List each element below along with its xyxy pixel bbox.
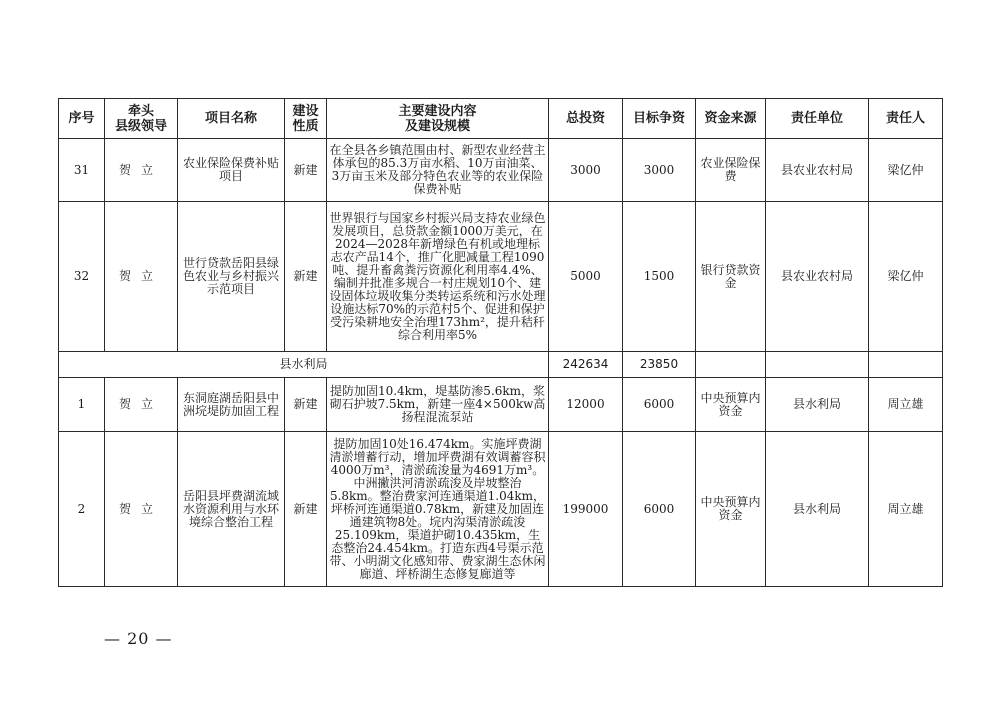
cell-person: 周立雄	[869, 432, 943, 587]
cell-content: 提防加固10处16.474km。实施坪费湖清淤增蓄行动，增加坪费湖有效调蓄容积4000万m³，清淤疏浚量为4691万m³。中洲撇洪河清淤疏浚及岸坡整治5.8km。整治费家河连通渠道1.04km，坪桥河连通渠道0.78km，新建及加固连通建筑物8处。垸内沟渠清淤疏浚25.109km，渠道护砌10.435km，生态整治24.454km。打造东西4号渠示范带、小明湖文化感知带、费家湖生态休闲廊道、坪桥湖生态修复廊道等	[327, 432, 549, 587]
header-nature: 建设 性质	[285, 99, 327, 139]
cell-leader: 贺立	[105, 432, 178, 587]
section-empty-person	[869, 352, 943, 378]
header-target: 目标争资	[623, 99, 696, 139]
cell-source: 中央预算内资金	[696, 432, 766, 587]
section-empty-unit	[766, 352, 869, 378]
cell-nature: 新建	[285, 378, 327, 432]
cell-total: 199000	[549, 432, 623, 587]
cell-seq: 31	[59, 139, 105, 202]
section-empty-source	[696, 352, 766, 378]
header-source: 资金来源	[696, 99, 766, 139]
cell-unit: 县水利局	[766, 378, 869, 432]
cell-nature: 新建	[285, 202, 327, 352]
header-name: 项目名称	[178, 99, 285, 139]
cell-name: 岳阳县坪费湖流域水资源利用与水环境综合整治工程	[178, 432, 285, 587]
cell-total: 3000	[549, 139, 623, 202]
table-header-row	[59, 99, 943, 139]
cell-person: 梁亿仲	[869, 139, 943, 202]
cell-leader: 贺立	[105, 378, 178, 432]
header-person: 责任人	[869, 99, 943, 139]
section-row	[59, 352, 943, 378]
section-title: 县水利局	[59, 352, 549, 378]
table-row	[59, 432, 943, 587]
project-table	[58, 98, 943, 587]
cell-target: 3000	[623, 139, 696, 202]
cell-total: 5000	[549, 202, 623, 352]
cell-unit: 县农业农村局	[766, 139, 869, 202]
header-unit: 责任单位	[766, 99, 869, 139]
cell-name: 农业保险保费补贴项目	[178, 139, 285, 202]
table-row	[59, 202, 943, 352]
cell-unit: 县农业农村局	[766, 202, 869, 352]
cell-person: 梁亿仲	[869, 202, 943, 352]
cell-name: 世行贷款岳阳县绿色农业与乡村振兴示范项目	[178, 202, 285, 352]
cell-target: 1500	[623, 202, 696, 352]
cell-name: 东洞庭湖岳阳县中洲垸堤防加固工程	[178, 378, 285, 432]
cell-total: 12000	[549, 378, 623, 432]
header-content: 主要建设内容 及建设规模	[327, 99, 549, 139]
table-row	[59, 378, 943, 432]
cell-unit: 县水利局	[766, 432, 869, 587]
cell-target: 6000	[623, 432, 696, 587]
cell-source: 中央预算内资金	[696, 378, 766, 432]
table-row	[59, 139, 943, 202]
header-seq: 序号	[59, 99, 105, 139]
section-total: 242634	[549, 352, 623, 378]
cell-nature: 新建	[285, 139, 327, 202]
header-leader: 牵头 县级领导	[105, 99, 178, 139]
cell-content: 提防加固10.4km，堤基防渗5.6km，浆砌石护坡7.5km，新建一座4×500kw高扬程混流泵站	[327, 378, 549, 432]
cell-target: 6000	[623, 378, 696, 432]
cell-leader: 贺立	[105, 202, 178, 352]
cell-nature: 新建	[285, 432, 327, 587]
cell-seq: 2	[59, 432, 105, 587]
cell-source: 银行贷款资金	[696, 202, 766, 352]
cell-seq: 1	[59, 378, 105, 432]
cell-content: 世界银行与国家乡村振兴局支持农业绿色发展项目，总贷款金额1000万美元，在2024—2028年新增绿色有机或地理标志农产品14个，推广化肥减量工程1090吨、提升畜禽粪污资源化利用率4.4%、编制并批准多规合一村庄规划10个、建设固体垃圾收集分类转运系统和污水处理设施达标70%的示范村5个、促进和保护受污染耕地安全治理173hm²，提升秸秆综合利用率5%	[327, 202, 549, 352]
cell-person: 周立雄	[869, 378, 943, 432]
cell-leader: 贺立	[105, 139, 178, 202]
header-total: 总投资	[549, 99, 623, 139]
page-number: — 20 —	[104, 629, 173, 648]
section-target: 23850	[623, 352, 696, 378]
cell-source: 农业保险保费	[696, 139, 766, 202]
cell-seq: 32	[59, 202, 105, 352]
cell-content: 在全县各乡镇范围由村、新型农业经营主体承包的85.3万亩水稻、10万亩油菜、3万亩玉米及部分特色农业等的农业保险保费补贴	[327, 139, 549, 202]
